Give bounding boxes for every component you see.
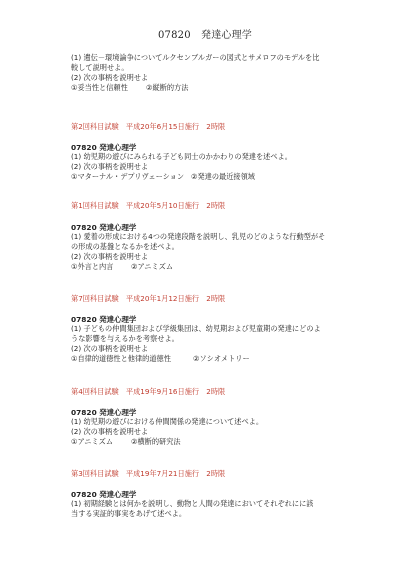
question-1-line-1: (1) 愛着の形成における4つの発達段階を説明し、乳児のどのような行動型がそ [71,232,326,241]
exam-header: 第4回科目試験 平成19年9月16日施行 2時限 [71,387,226,396]
term-2: ②アニミズム [131,262,174,271]
question-1-line-1: (1) 遺伝－環境論争についてルクセンブルガーの図式とサメロフのモデルを比 [71,53,320,62]
terms-row [71,83,188,93]
question-1-line-2: の形成の基盤となるかを述べよ。 [71,242,179,251]
exam-header: 第1回科目試験 平成20年5月10日施行 2時限 [71,201,226,210]
exam-header: 第7回科目試験 平成20年1月12日施行 2時限 [71,294,226,303]
question-2: (2) 次の事柄を説明せよ [71,344,149,353]
question-2: (2) 次の事柄を説明せよ [71,73,149,82]
term-2: ②横断的研究法 [131,437,181,446]
term-1: ①自律的道徳性と他律的道徳性 [71,354,171,363]
subject-line: 07820 発達心理学 [71,490,137,499]
terms-row [71,262,173,272]
terms-row [71,354,250,364]
document-title: 07820 発達心理学 [157,30,252,41]
term-1: ①外言と内言 [71,262,114,271]
question-1-line-1: (1) 子どもの仲間集団および学級集団は、幼児期および児童期の発達にどのよ [71,324,321,333]
exam-header: 第2回科目試験 平成20年6月15日施行 2時限 [71,122,226,131]
term-2: ②縦断的方法 [146,83,189,92]
terms-row [71,437,181,447]
question-1-line-2: うな影響を与えるかを考察せよ。 [71,334,179,343]
subject-line: 07820 発達心理学 [71,315,137,324]
terms-row [71,172,255,182]
subject-line: 07820 発達心理学 [71,223,137,232]
question-1-line-1: (1) 初期経験とは何かを説明し、動物と人間の発達においてそれぞれにに該 [71,499,314,508]
term-1: ①妥当性と信頼性 [71,83,128,92]
question-1-line-1: (1) 幼児期の遊びにおける仲間関係の発達について述べよ。 [71,417,264,426]
question-1-line-2: 当する実証的事実をあげて述べよ。 [71,509,187,518]
term-2: ②ソシオメトリー [193,354,250,363]
term-2: ②発達の最近接領域 [191,172,255,181]
question-1-line-2: 較して説明せよ。 [71,63,129,72]
subject-line: 07820 発達心理学 [71,143,137,152]
exam-header: 第3回科目試験 平成19年7月21日施行 2時限 [71,469,226,478]
question-1-line-1: (1) 幼児期の遊びにみられる子ども同士のかかわりの発達を述べよ。 [71,152,292,161]
question-2: (2) 次の事柄を説明せよ [71,162,149,171]
question-2: (2) 次の事柄を説明せよ [71,427,149,436]
question-2: (2) 次の事柄を説明せよ [71,252,149,261]
term-1: ①マターナル・デプリヴェーション [71,172,185,181]
subject-line: 07820 発達心理学 [71,408,137,417]
term-1: ①アニミズム [71,437,114,446]
